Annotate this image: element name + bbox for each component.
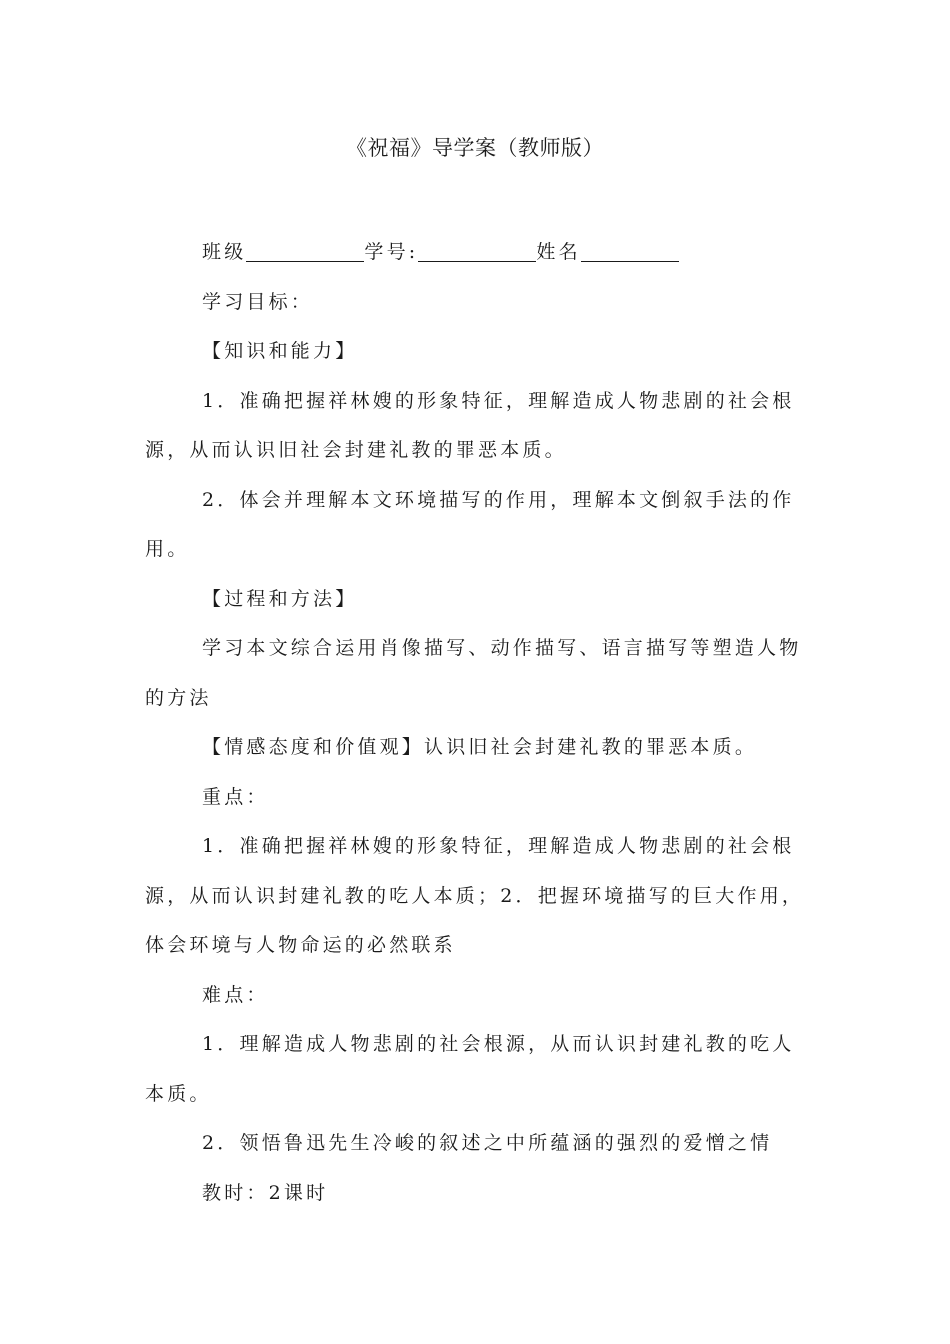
class-blank <box>246 239 364 262</box>
difficulties-item-2: 2．领悟鲁迅先生冷峻的叙述之中所蕴涵的强烈的爱憎之情 <box>202 1132 773 1154</box>
difficulties-item-1: 1．理解造成人物悲剧的社会根源，从而认识封建礼教的吃人本质。 <box>145 1033 795 1105</box>
emotion-text: 认识旧社会封建礼教的罪恶本质。 <box>424 736 758 758</box>
name-label: 姓名 <box>536 241 581 263</box>
class-label: 班级 <box>202 241 247 263</box>
key-points-heading: 重点： <box>202 785 269 808</box>
document-body <box>145 228 807 1218</box>
knowledge-item-2: 2．体会并理解本文环境描写的作用，理解本文倒叙手法的作用。 <box>145 488 795 560</box>
header-fields-line <box>145 228 807 278</box>
objectives-heading: 学习目标： <box>202 290 314 313</box>
document-title: 《祝福》导学案（教师版） <box>346 136 604 160</box>
knowledge-item-1: 1．准确把握祥林嫂的形象特征，理解造成人物悲剧的社会根源，从而认识旧社会封建礼教的罪恶本质。 <box>145 389 795 461</box>
process-heading: 【过程和方法】 <box>202 587 358 610</box>
emotion-paragraph <box>145 723 807 773</box>
class-hours: 教时：2课时 <box>202 1181 329 1204</box>
knowledge-heading: 【知识和能力】 <box>202 340 358 362</box>
emotion-heading: 【情感态度和价值观】 <box>202 736 425 758</box>
student-no-blank <box>418 239 536 262</box>
difficulties-heading: 难点： <box>202 983 269 1006</box>
name-blank <box>581 239 679 262</box>
student-no-label: 学号: <box>364 241 419 263</box>
key-points-text: 1．准确把握祥林嫂的形象特征，理解造成人物悲剧的社会根源，从而认识封建礼教的吃人本质；2．把握环境描写的巨大作用，体会环境与人物命运的必然联系 <box>145 835 805 956</box>
process-text: 学习本文综合运用肖像描写、动作描写、语言描写等塑造人物的方法 <box>145 637 802 709</box>
